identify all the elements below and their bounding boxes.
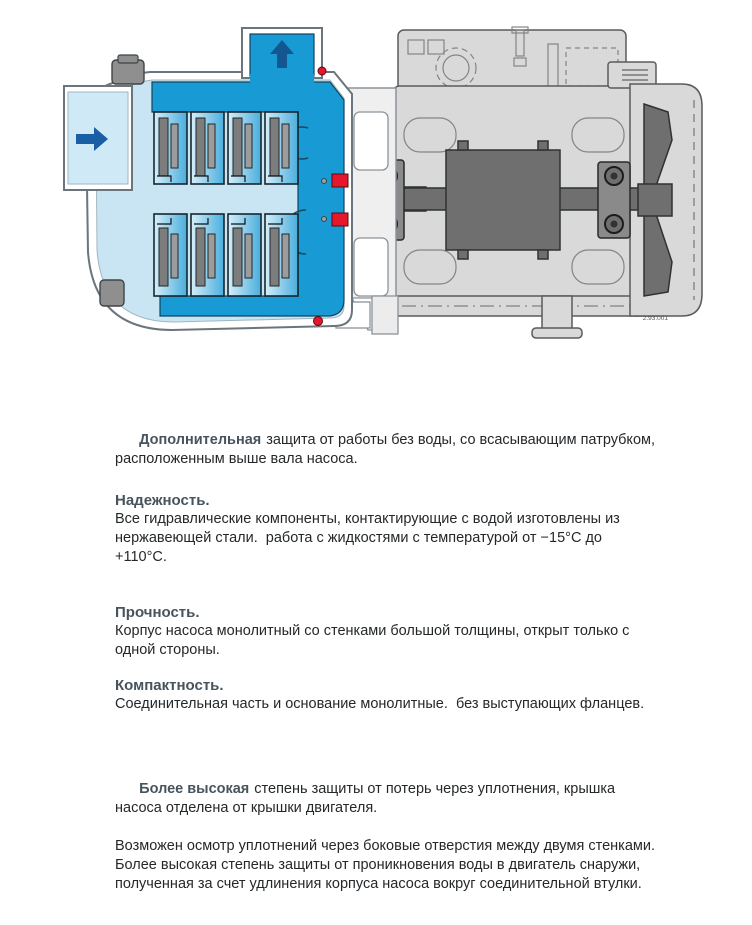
section-text: защита от работы без воды, со всасывающим патрубком, расположенным выше вала насоса. <box>115 432 660 467</box>
section-text: Возможен осмотр уплотнений через боковые отверстия между двумя стенками. <box>115 838 655 854</box>
section-compactness <box>115 676 655 714</box>
drawing-number: 2.93.001 <box>642 315 668 322</box>
o-ring-bottom <box>314 317 323 326</box>
impeller-stage <box>265 112 298 184</box>
section-text: степень защиты от потерь через уплотнения, крышка насоса отделена от крышки двигателя. <box>115 781 620 816</box>
bearing-right <box>598 162 630 238</box>
section-text: Соединительная часть и основание монолитные. без выступающих фланцев. <box>115 696 645 712</box>
pump-cutaway-svg <box>0 0 752 360</box>
section-seal-protection <box>115 761 655 894</box>
inspection-opening-bottom <box>354 238 388 296</box>
impeller-stage <box>191 214 224 296</box>
impeller-stage <box>154 214 187 296</box>
drain-plug <box>100 280 124 306</box>
impeller-stage <box>228 112 261 184</box>
impeller-stage <box>228 214 261 296</box>
section-text: Более высокая степень защиты от проникновения воды в двигатель снаружи, полученная за счет удлинения корпуса насоса вокруг соединительной втулки. <box>115 857 645 892</box>
inspection-opening-top <box>354 112 388 170</box>
impeller-stage <box>265 214 298 296</box>
impeller-stage <box>191 112 224 184</box>
drain-plug-adapter <box>372 296 398 334</box>
o-ring-top <box>318 67 326 75</box>
pump-housing <box>64 28 352 330</box>
section-heading: Компактность. <box>115 677 224 694</box>
impeller-stage <box>154 112 187 184</box>
motor-base <box>396 296 658 338</box>
section-heading: Надежность. <box>115 492 210 509</box>
fill-plug-cap <box>118 55 138 63</box>
pump-cutaway-figure <box>0 0 752 360</box>
suction-port <box>64 86 132 190</box>
section-lead: Более высокая <box>139 781 250 797</box>
section-durability <box>115 603 655 660</box>
terminal-box <box>398 27 626 92</box>
section-reliability <box>115 491 655 567</box>
section-text: Все гидравлические компоненты, контактирующие с водой изготовлены из нержавеющей стали. работа с жидкостями с температурой от −15°C до +110°C. <box>115 511 624 565</box>
discharge-port <box>242 28 322 84</box>
motor-rotor <box>446 141 560 259</box>
section-lead: Дополнительная <box>139 432 262 448</box>
section-dry-run-protection <box>115 412 660 488</box>
section-heading: Прочность. <box>115 604 200 621</box>
section-text: Корпус насоса монолитный со стенками большой толщины, открыт только с одной стороны. <box>115 623 634 658</box>
